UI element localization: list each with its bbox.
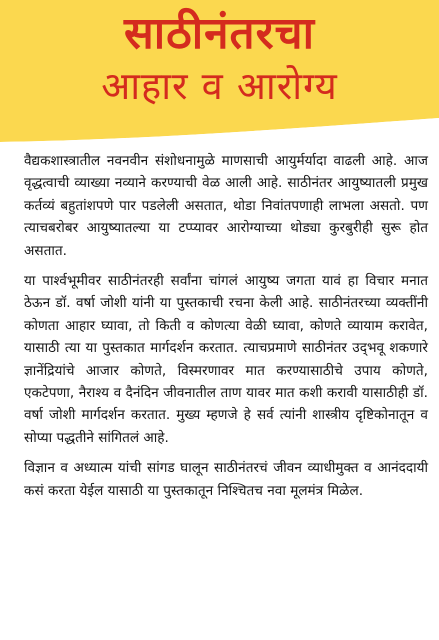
- paragraph-3: विज्ञान व अध्यात्म यांची सांगड घालून साठीनंतरचं जीवन व्याधीमुक्त व आनंददायी कसं करता येईल यासाठी या पुस्तकातून निश्चितच नवा मूलमंत्र मिळेल.: [24, 460, 428, 499]
- paragraph-2: या पार्श्वभूमीवर साठीनंतरही सर्वांना चांगलं आयुष्य जगता यावं हा विचार मनात ठेऊन डॉ. वर्षा जोशी यांनी या पुस्तकाची रचना केली आहे. साठीनंतरच्या व्यक्तींनी कोणता आहार घ्यावा, तो किती व कोणत्या वेळी घ्यावा, कोणते व्यायाम करावेत, यासाठी त्या या पुस्तकात मार्गदर्शन करतात. त्याचप्रमाणे साठीनंतर उद्‌भवू शकणारे ज्ञानेंद्रियांचे आजार कोणते, विस्मरणावर मात करण्यासाठीचे उपाय कोणते, एकटेपणा, नैराश्य व दैनंदिन जीवनातील ताण यावर मात कशी करावी यासाठीही डॉ. वर्षा जोशी मार्गदर्शन करतात. मुख्य म्हणजे हे सर्व त्यांनी शास्त्रीय दृष्टिकोनातून व सोप्या पद्धतीने सांगितलं आहे.: [24, 273, 428, 446]
- paragraph-1: वैद्यकशास्त्रातील नवनवीन संशोधनामुळे माणसाची आयुर्मर्यादा वाढली आहे. आज वृद्धत्वाची व्याख्या नव्याने करण्याची वेळ आली आहे. साठीनंतर आयुष्यातली प्रमुख कर्तव्यं बहुतांशपणे पार पडलेली असतात, थोडा निवांतपणाही लाभला असतो. पण त्याचबरोबर आयुष्यातल्या या टप्प्यावर आरोग्याच्या थोड्या कुरबुरीही सुरू होत असतात.: [24, 153, 428, 259]
- title-block: [0, 6, 439, 110]
- book-title: साठीनंतरचा: [124, 8, 315, 59]
- blurb-text: [24, 150, 428, 510]
- book-subtitle: आहार व आरोग्य: [101, 64, 338, 108]
